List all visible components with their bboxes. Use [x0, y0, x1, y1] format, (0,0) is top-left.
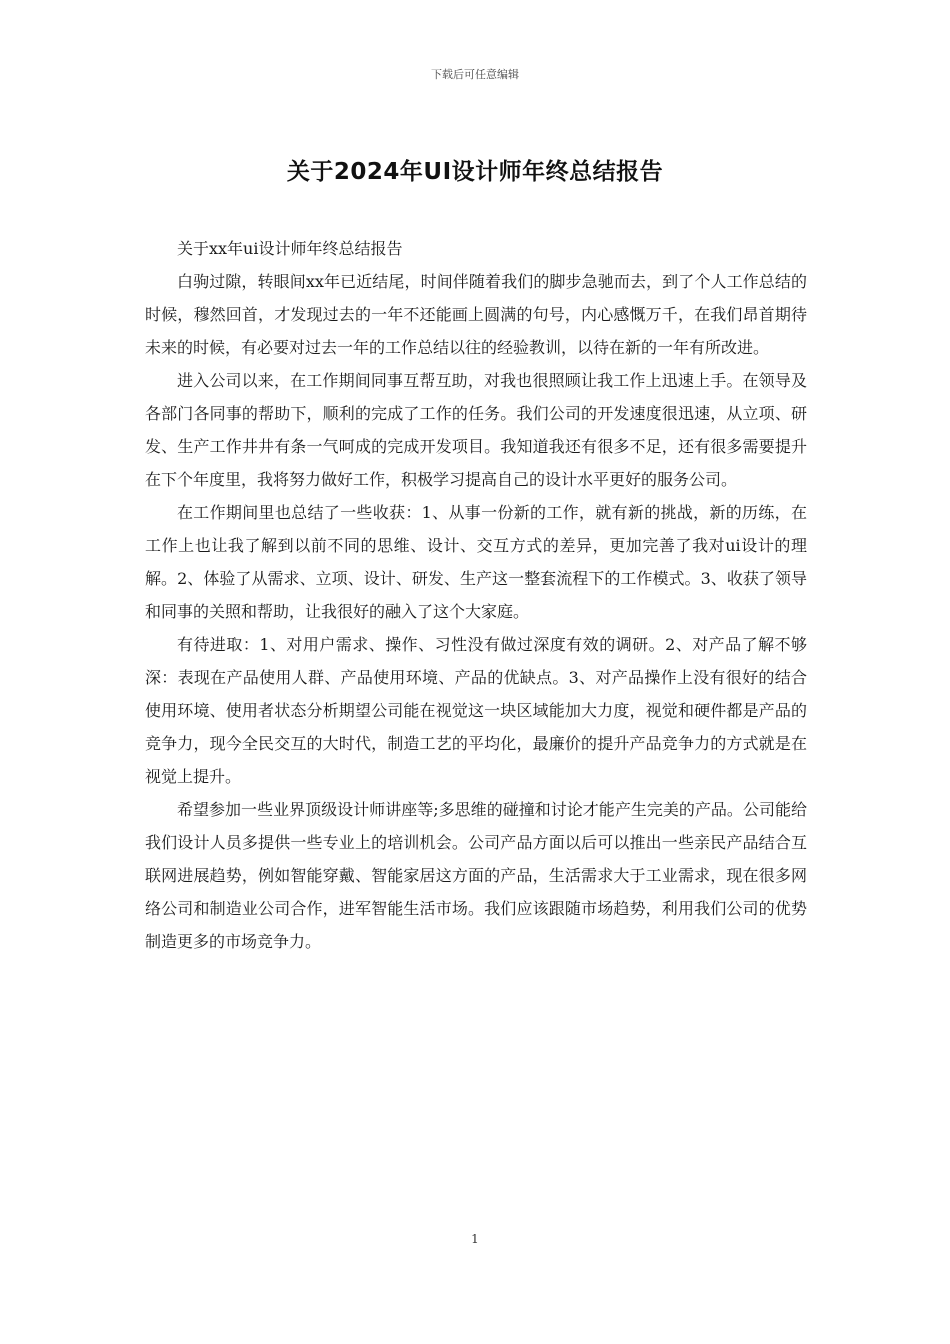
document-body: [145, 232, 807, 958]
page-header-note: 下载后可任意编辑: [431, 68, 519, 81]
paragraph-subtitle: 关于xx年ui设计师年终总结报告: [177, 239, 403, 258]
paragraph-improvements: 有待进取：1、对用户需求、操作、习性没有做过深度有效的调研。2、对产品了解不够深：表现在产品使用人群、产品使用环境、产品的优缺点。3、对产品操作上没有很好的结合使用环境、使用者状态分析期望公司能在视觉这一块区域能加大力度，视觉和硬件都是产品的竞争力，现今全民交互的大时代，制造工艺的平均化，最廉价的提升产品竞争力的方式就是在视觉上提升。: [145, 635, 807, 786]
page-number: 1: [471, 1232, 479, 1246]
document-title: 关于2024年UI设计师年终总结报告: [286, 159, 664, 185]
paragraph-intro: 白驹过隙，转眼间xx年已近结尾，时间伴随着我们的脚步急驰而去，到了个人工作总结的时候，穆然回首，才发现过去的一年不还能画上圆满的句号，内心感慨万千，在我们昂首期待未来的时候，有必要对过去一年的工作总结以往的经验教训，以待在新的一年有所改进。: [145, 272, 807, 357]
paragraph-gains: 在工作期间里也总结了一些收获：1、从事一份新的工作，就有新的挑战，新的历练，在工作上也让我了解到以前不同的思维、设计、交互方式的差异，更加完善了我对ui设计的理解。2、体验了从需求、立项、设计、研发、生产这一整套流程下的工作模式。3、收获了领导和同事的关照和帮助，让我很好的融入了这个大家庭。: [145, 503, 807, 621]
paragraph-work-experience: 进入公司以来，在工作期间同事互帮互助，对我也很照顾让我工作上迅速上手。在领导及各部门各同事的帮助下，顺利的完成了工作的任务。我们公司的开发速度很迅速，从立项、研发、生产工作井井有条一气呵成的完成开发项目。我知道我还有很多不足，还有很多需要提升在下个年度里，我将努力做好工作，积极学习提高自己的设计水平更好的服务公司。: [145, 371, 807, 489]
paragraph-hopes: 希望参加一些业界顶级设计师讲座等;多思维的碰撞和讨论才能产生完美的产品。公司能给我们设计人员多提供一些专业上的培训机会。公司产品方面以后可以推出一些亲民产品结合互联网进展趋势，例如智能穿戴、智能家居这方面的产品，生活需求大于工业需求，现在很多网络公司和制造业公司合作，进军智能生活市场。我们应该跟随市场趋势，利用我们公司的优势制造更多的市场竞争力。: [145, 800, 807, 951]
